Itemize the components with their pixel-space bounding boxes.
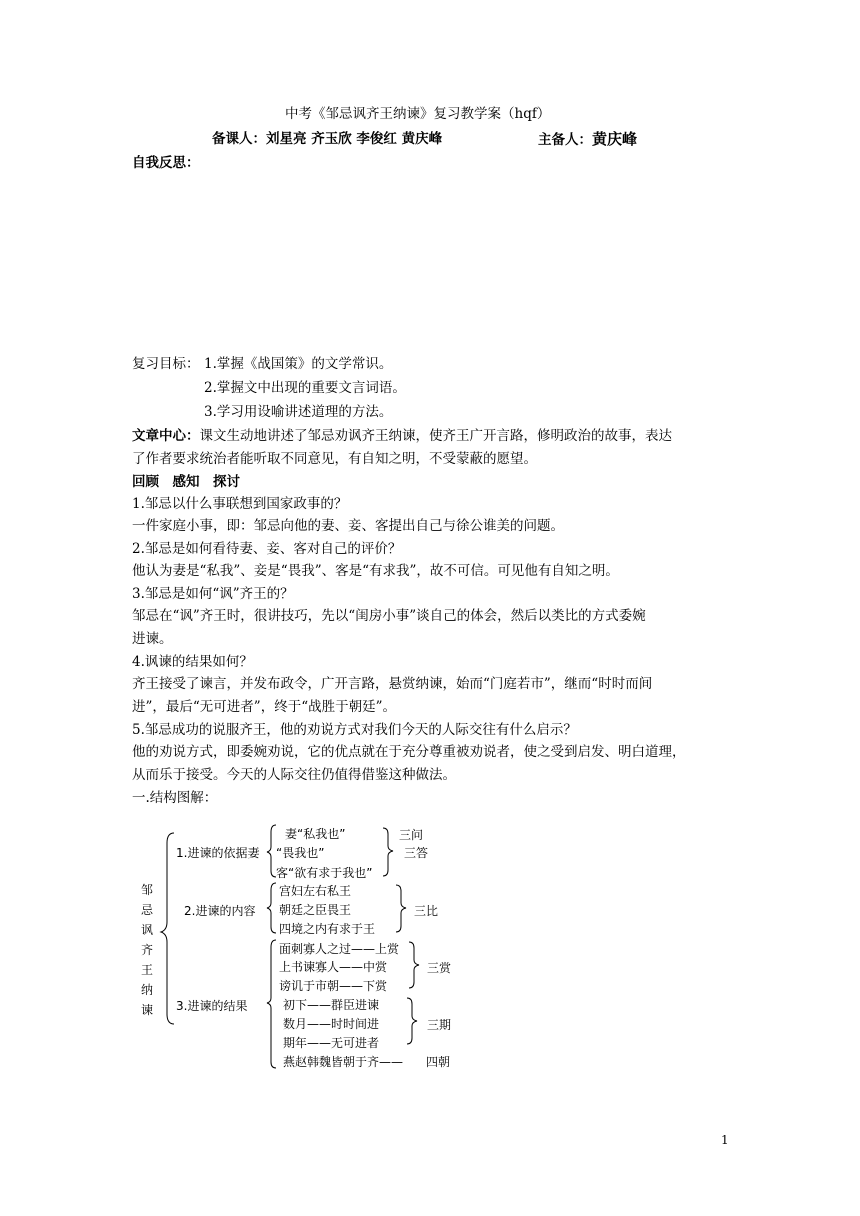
branch-3-item-a1: 面刺寡人之过——上赏 — [279, 942, 400, 956]
branch-1-item-2: “畏我也” — [276, 846, 325, 860]
answer-3-line-1: 邹忌在“讽”齐王时，很讲技巧，先以“闺房小事”谈自己的体会，然后以类比的方式委婉 — [132, 608, 646, 624]
structure-heading: 一.结构图解： — [132, 790, 218, 806]
answer-3-line-2: 进谏。 — [132, 631, 173, 647]
branch-2-tag: 三比 — [414, 904, 439, 918]
branch-1-label-suffix: 妻 — [247, 846, 260, 860]
branch-1-item-1: 妻“私我也” — [285, 827, 346, 841]
goal-item-3: 3.学习用设喻讲述道理的方法。 — [204, 404, 393, 420]
root-char-2: 忌 — [141, 903, 154, 917]
goals-label: 复习目标： — [132, 356, 200, 372]
page-number: 1 — [721, 1133, 729, 1147]
branch-3-label: 3.进谏的结果 — [176, 999, 248, 1013]
root-char-5: 王 — [141, 963, 154, 977]
branch-3-item-b1: 初下——群臣进谏 — [283, 998, 380, 1012]
lead-name: 黄庆峰 — [592, 130, 638, 148]
lead-label: 主备人： — [538, 132, 592, 148]
branch-2-item-2: 朝廷之臣畏王 — [279, 903, 352, 917]
branch-1-tag-1: 三问 — [399, 828, 424, 842]
question-1: 1.邹忌以什么事联想到国家政事的？ — [132, 496, 348, 512]
question-5: 5.邹忌成功的说服齐王，他的劝说方式对我们今天的人际交往有什么启示？ — [132, 722, 577, 738]
branch-3-last-item: 燕赵韩魏皆朝于齐—— — [283, 1055, 404, 1069]
doc-title: 中考《邹忌讽齐王纳谏》复习教学案（hqf） — [285, 106, 551, 122]
branch-1-label — [176, 844, 259, 861]
answer-5-line-1: 他的劝说方式，即委婉劝说，它的优点就在于充分尊重被劝说者，使之受到启发、明白道理， — [132, 744, 686, 760]
goal-item-1: 1.掌握《战国策》的文学常识。 — [204, 356, 393, 372]
center-text-2: 了作者要求统治者能听取不同意见，有自知之明，不受蒙蔽的愿望。 — [132, 451, 537, 467]
branch-3-last-tag: 四朝 — [426, 1055, 451, 1069]
root-char-3: 讽 — [141, 923, 154, 937]
branch-3-item-a2: 上书谏寡人——中赏 — [279, 960, 388, 974]
branch-3-tag-b: 三期 — [427, 1018, 452, 1032]
center-text-1: 课文生动地讲述了邹忌劝讽齐王纳谏，使齐王广开言路，修明政治的故事，表达 — [199, 428, 672, 444]
answer-2: 他认为妻是“私我”、妾是“畏我”、客是“有求我”，故不可信。可见他有自知之明。 — [132, 563, 619, 579]
branch-2-item-1: 宫妇左右私王 — [279, 884, 352, 898]
answer-4-line-1: 齐王接受了谏言，并发布政令，广开言路，悬赏纳谏，始而“门庭若市”，继而“时时而间 — [132, 676, 653, 692]
question-2: 2.邹忌是如何看待妻、妾、客对自己的评价？ — [132, 541, 402, 557]
root-char-7: 谏 — [141, 1003, 154, 1017]
question-4: 4.讽谏的结果如何？ — [132, 654, 253, 670]
answer-5-line-2: 从而乐于接受。今天的人际交往仍值得借鉴这种做法。 — [132, 767, 456, 783]
branch-3-tag-a: 三赏 — [427, 961, 452, 975]
question-3: 3.邹忌是如何“讽”齐王的？ — [132, 586, 294, 602]
branch-2-label: 2.进谏的内容 — [184, 904, 256, 918]
answer-4-line-2: 进”，最后“无可进者”，终于“战胜于朝廷”。 — [132, 699, 397, 715]
branch-3-item-a3: 谤讥于市朝——下赏 — [279, 979, 388, 993]
branch-3-item-b3: 期年——无可进者 — [283, 1036, 380, 1050]
root-char-1: 邹 — [141, 883, 154, 897]
center-label: 文章中心： — [132, 428, 200, 444]
review-heading: 回顾 感知 探讨 — [132, 474, 240, 490]
branch-1-item-3: 客“欲有求于我也” — [276, 866, 373, 880]
branch-1-label-text: 1.进谏的依据 — [176, 846, 248, 860]
root-char-6: 纳 — [141, 983, 154, 997]
branch-1-tag-2: 三答 — [404, 846, 429, 860]
branch-3-item-b2: 数月——时时间进 — [283, 1017, 380, 1031]
preparers: 备课人：刘星亮 齐玉欣 李俊红 黄庆峰 — [212, 131, 443, 147]
answer-1: 一件家庭小事，即：邹忌向他的妻、妾、客提出自己与徐公谁美的问题。 — [132, 518, 564, 534]
goal-item-2: 2.掌握文中出现的重要文言词语。 — [204, 380, 406, 396]
root-char-4: 齐 — [141, 943, 154, 957]
branch-2-item-3: 四境之内有求于王 — [279, 922, 376, 936]
reflection-label: 自我反思： — [132, 155, 200, 171]
